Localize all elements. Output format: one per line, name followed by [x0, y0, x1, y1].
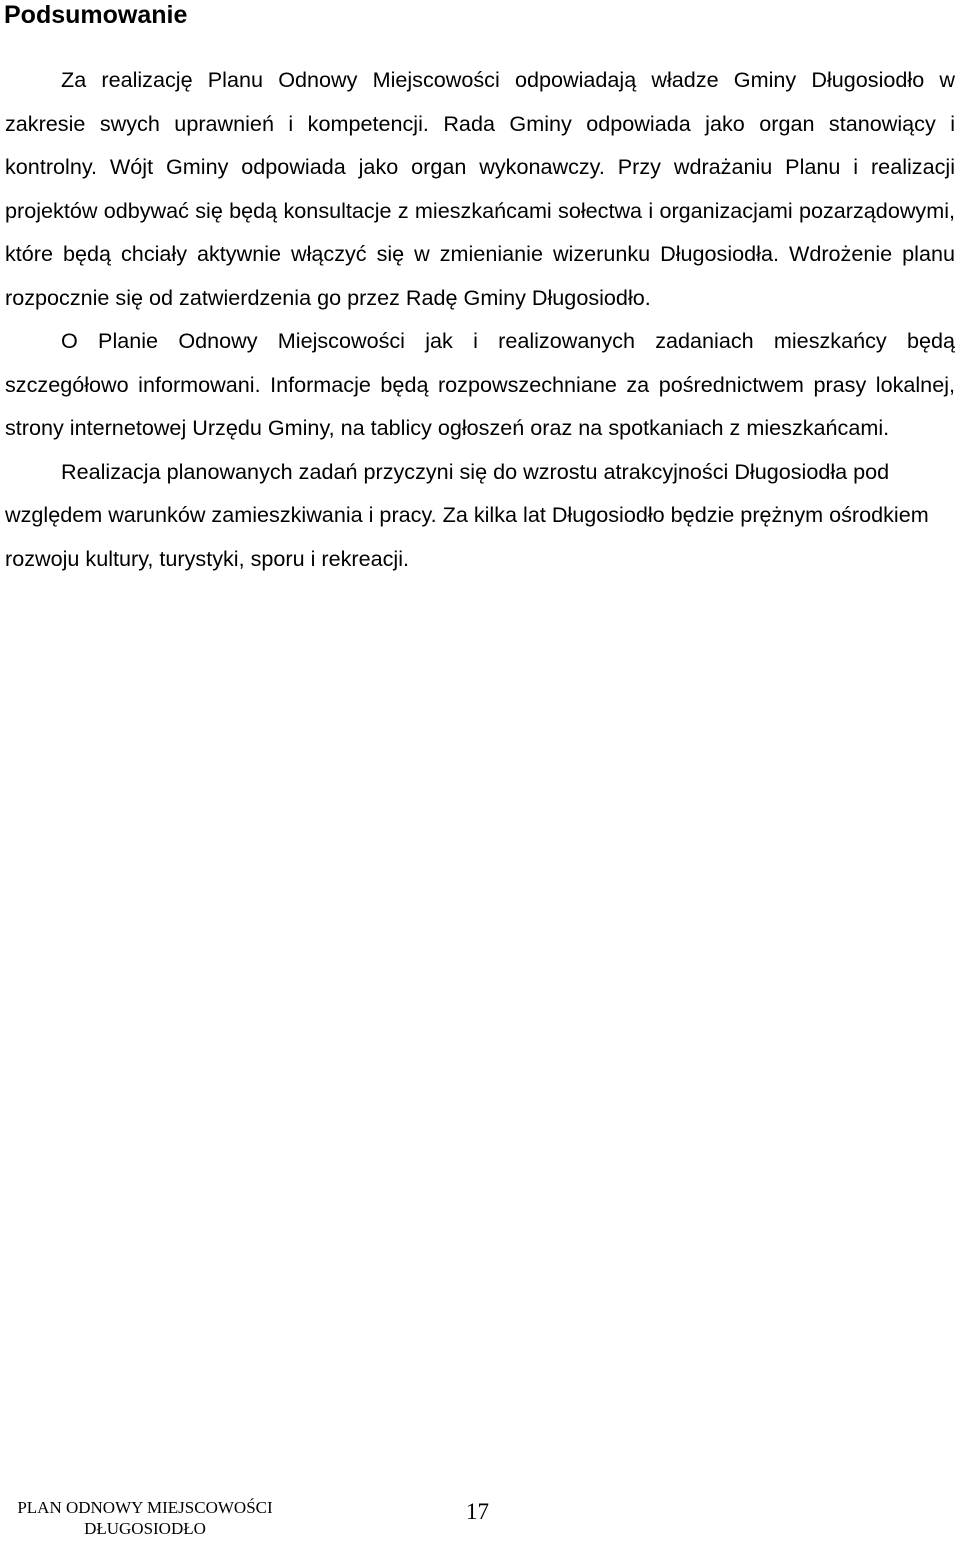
page-title: Podsumowanie — [4, 1, 188, 29]
paragraph-responsibility: Za realizację Planu Odnowy Miejscowości odpowiadają władze Gminy Długosiodło w zakresie swych uprawnień i kompetencji. Rada Gminy odpowiada jako organ stanowiący i kontrolny. Wójt Gminy odpowiada jako organ wykonawczy. Przy wdrażaniu Planu i realizacji projektów odbywać się będą konsultacje z mieszkańcami sołectwa i organizacjami pozarządowymi, które będą chciały aktywnie włączyć się w zmienianie wizerunku Długosiodła. Wdrożenie planu rozpocznie się od zatwierdzenia go przez Radę Gminy Długosiodło. — [5, 67, 955, 310]
page-number: 17 — [466, 1499, 489, 1524]
paragraph-conclusion: Realizacja planowanych zadań przyczyni się do wzrostu atrakcyjności Długosiodła pod względem warunków zamieszkiwania i pracy. Za kilka lat Długosiodło będzie prężnym ośrodkiem rozwoju kultury, turystyki, sporu i rekreacji. — [5, 458, 929, 571]
paragraph-information: O Planie Odnowy Miejscowości jak i realizowanych zadaniach mieszkańcy będą szczegółowo informowani. Informacje będą rozpowszechniane za pośrednictwem prasy lokalnej, strony internetowej Urzędu Gminy, na tablicy ogłoszeń oraz na spotkaniach z mieszkańcami. — [5, 328, 955, 440]
footer-line-2: DŁUGOSIODŁO — [84, 1519, 206, 1538]
page-footer — [0, 1497, 290, 1539]
document-body — [5, 58, 955, 580]
footer-line-1: PLAN ODNOWY MIEJSCOWOŚCI — [17, 1498, 273, 1517]
